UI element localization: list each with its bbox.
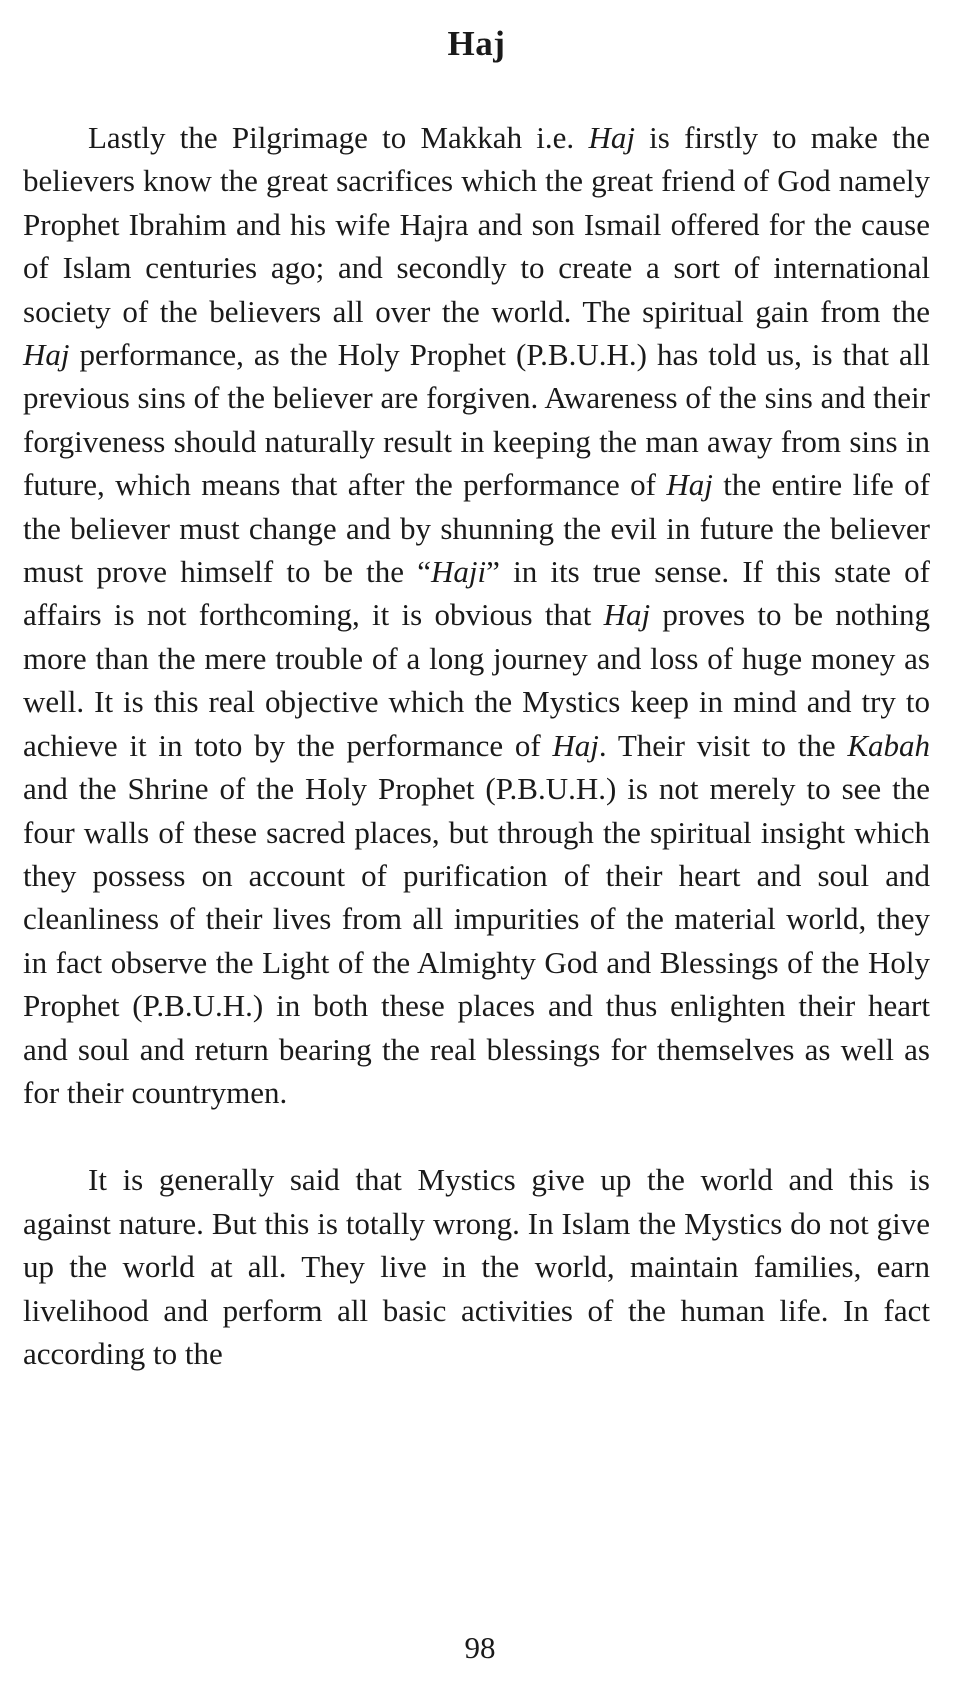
italic-term: Haj: [603, 597, 651, 633]
text-run: It is generally said that Mystics give up the world and this is against nature. But this is totally wrong. In Islam the Mystics do not give up the world at all. They live in the world, maintain families, earn livelihood and perform all basic activities of the human life. In fact according to the: [23, 1162, 930, 1371]
paragraph: [23, 1158, 930, 1375]
body-text: [23, 116, 930, 1375]
text-run: performance, as the Holy Prophet (P.B.U.H.) has told us, is that all previous sins of the believer are forgiven. Awareness of the sins and their forgiveness should naturally result in keeping the man away from sins in future, which means that after the performance of: [23, 337, 930, 503]
italic-term: Haj: [23, 337, 70, 373]
italic-term: Kabah: [847, 727, 930, 763]
paragraph: [23, 116, 930, 1114]
italic-term: Haj: [552, 727, 599, 763]
text-run: Lastly the Pilgrimage to Makkah i.e.: [88, 120, 589, 155]
page-title: Haj: [447, 24, 506, 63]
italic-term: Haji: [431, 554, 487, 590]
text-run: proves to be nothing more than the mere trouble of a long journey and loss of huge money as well. It is this real objective which the Mystics keep in mind and try to achieve it in toto by the performance of: [23, 597, 930, 763]
page-number: 98: [464, 1630, 496, 1665]
text-run: and the Shrine of the Holy Prophet (P.B.U.H.) is not merely to see the four walls of these sacred places, but through the spiritual insight which they possess on account of purification of their heart and soul and cleanliness of their lives from all impurities of the material world, they in fact observe the Light of the Almighty God and Blessings of the Holy Prophet (P.B.U.H.) in both these places and thus enlighten their heart and soul and return bearing the real blessings for themselves as well as for their countrymen.: [23, 771, 930, 1110]
text-run: is firstly to make the believers know the great sacrifices which the great friend of God namely Prophet Ibrahim and his wife Hajra and son Ismail offered for the cause of Islam centuries ago; and secondly to create a sort of international society of the believers all over the world. The spiritual gain from the: [23, 120, 931, 329]
italic-term: Haj: [666, 467, 713, 503]
italic-term: Haj: [588, 120, 635, 155]
text-run: ” in its true sense. If this state of affairs is not forthcoming, it is obvious that: [23, 554, 930, 633]
text-run: . Their visit to the: [598, 727, 848, 763]
text-run: the entire life of the believer must change and by shunning the evil in future the believer must prove himself to be the “: [23, 467, 930, 590]
